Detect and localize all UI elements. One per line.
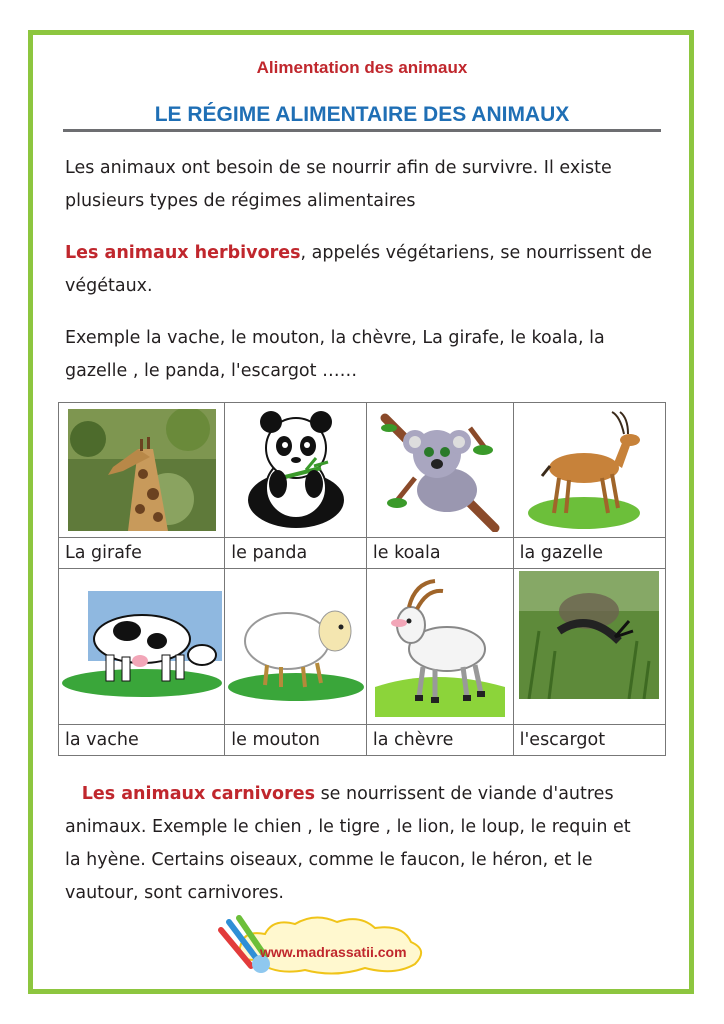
intro-line: Les animaux ont besoin de se nourrir afin de survivre. Il existe [65, 158, 612, 178]
cow-image [62, 591, 222, 703]
page-subtitle: Alimentation des animaux [256, 58, 468, 77]
carnivores-text: vautour, sont carnivores. [65, 883, 284, 903]
giraffe-image [68, 409, 216, 531]
sheep-image [227, 591, 365, 703]
koala-image [375, 408, 505, 532]
goat-image [375, 577, 505, 717]
carnivores-paragraph [65, 778, 665, 910]
herbivores-term: Les animaux herbivores [65, 243, 301, 263]
carnivores-text: se nourrissent de viande d'autres [315, 784, 614, 804]
page-title: LE RÉGIME ALIMENTAIRE DES ANIMAUX [154, 103, 570, 126]
animal-label: l'escargot [513, 725, 665, 756]
snail-image [519, 571, 659, 699]
panda-image [236, 408, 356, 532]
example-line: gazelle , le panda, l'escargot …… [65, 361, 358, 381]
gazelle-image [524, 408, 654, 532]
panda-image-cell [225, 403, 367, 538]
carnivores-text: animaux. Exemple le chien , le tigre , le lion, le loup, le requin et [65, 817, 631, 837]
gazelle-image-cell [513, 403, 665, 538]
goat-image-cell [366, 569, 513, 725]
animal-label: le panda [225, 538, 367, 569]
animal-label: le koala [366, 538, 513, 569]
herbivores-text: végétaux. [65, 276, 153, 296]
herbivores-text: , appelés végétariens, se nourrissent de [300, 243, 653, 263]
herbivores-paragraph [65, 237, 665, 303]
sheep-image-cell [225, 569, 367, 725]
cow-image-cell [59, 569, 225, 725]
title-underline [63, 129, 661, 132]
animal-label: la chèvre [366, 725, 513, 756]
website-link[interactable]: www.madrassatii.com [260, 944, 407, 960]
snail-image-cell [513, 569, 665, 725]
example-line: Exemple la vache, le mouton, la chèvre, La girafe, le koala, la [65, 328, 605, 348]
animals-table [58, 402, 666, 756]
herbivores-examples [65, 322, 665, 388]
animal-label: La girafe [59, 538, 225, 569]
giraffe-image-cell [59, 403, 225, 538]
animal-label: la vache [59, 725, 225, 756]
animal-label: le mouton [225, 725, 367, 756]
koala-image-cell [366, 403, 513, 538]
carnivores-term: Les animaux carnivores [81, 784, 315, 804]
animal-label: la gazelle [513, 538, 665, 569]
carnivores-text: la hyène. Certains oiseaux, comme le faucon, le héron, et le [65, 850, 593, 870]
intro-paragraph [65, 152, 665, 218]
intro-line: plusieurs types de régimes alimentaires [65, 191, 416, 211]
